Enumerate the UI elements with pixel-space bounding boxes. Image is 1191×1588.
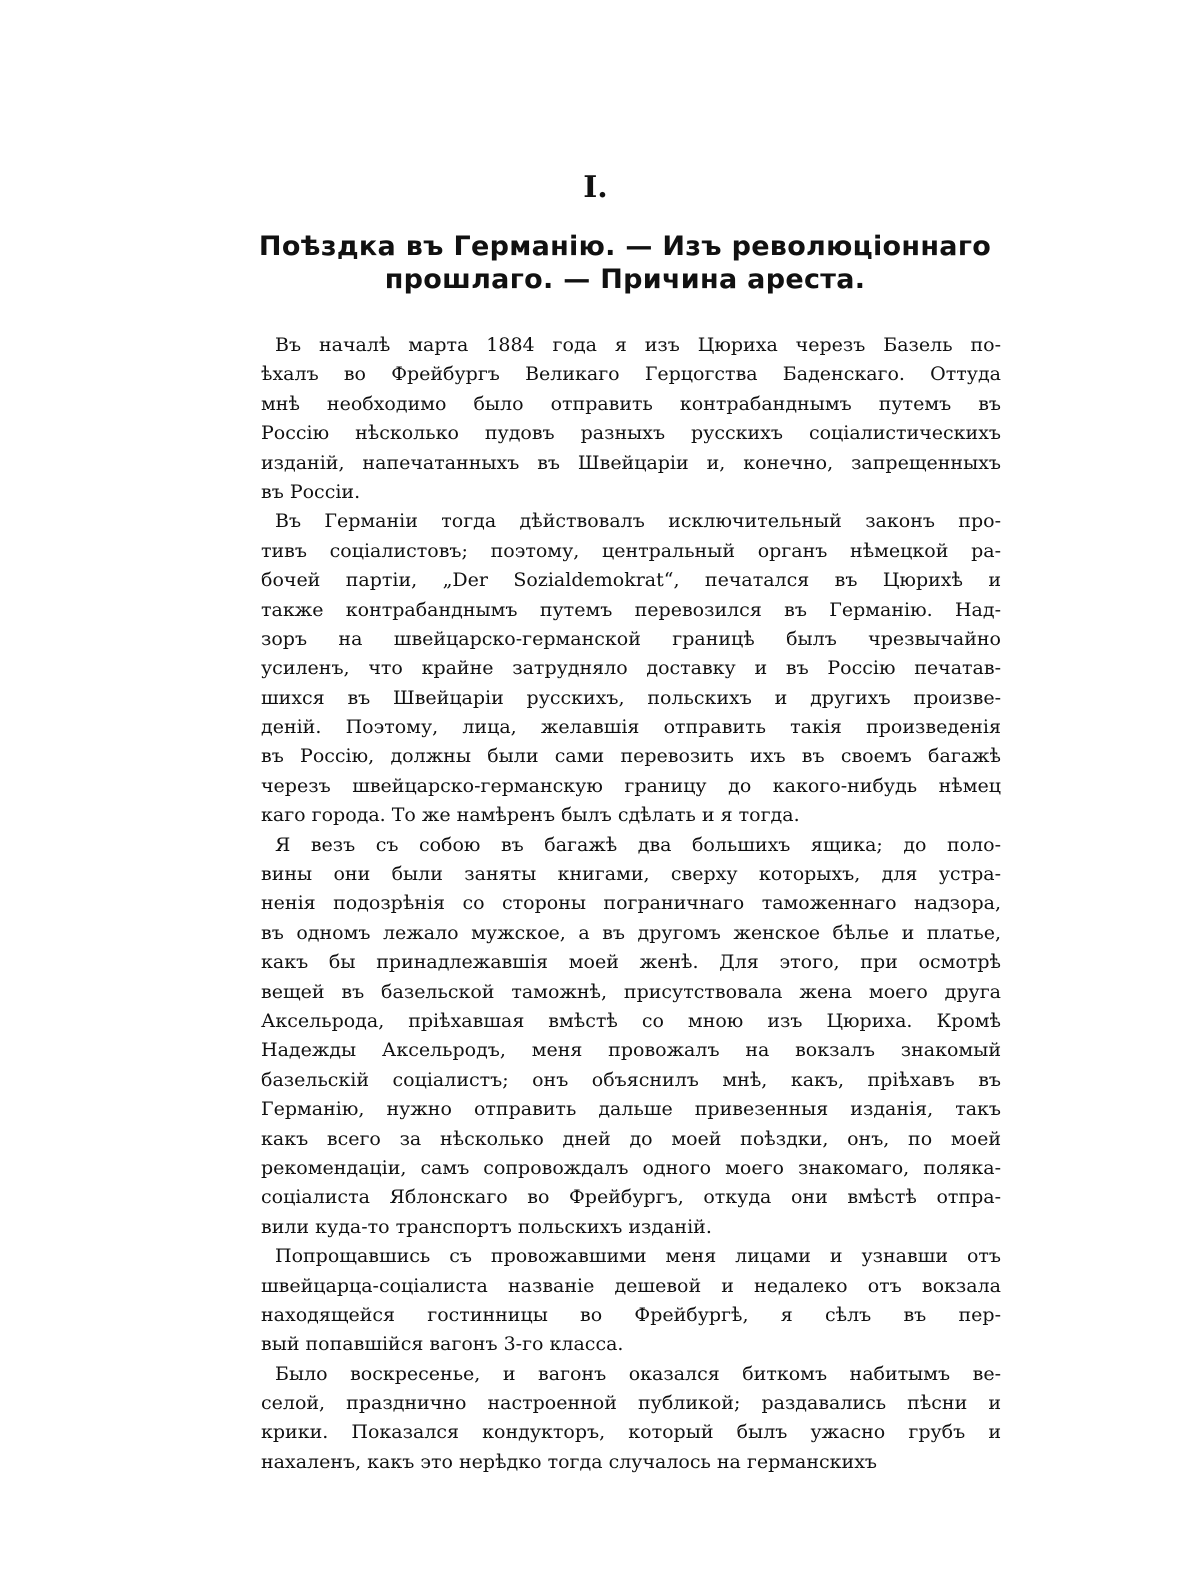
text-line: вины они были заняты книгами, сверху которыхъ, для устра- [261, 863, 1001, 886]
text-line: мнѣ необходимо было отправить контрабанднымъ путемъ въ [261, 392, 1001, 415]
text-line: какъ всего за нѣсколько дней до моей поѣздки, онъ, по моей [261, 1127, 1001, 1150]
chapter-title-line: Поѣздка въ Германію. — Изъ революціоннаго [258, 231, 992, 262]
text-line: черезъ швейцарско-германскую границу до какого-нибудь нѣмец [261, 774, 1001, 797]
text-line: тивъ соціалистовъ; поэтому, центральный органъ нѣмецкой ра- [261, 539, 1001, 562]
text-line: вили куда-то транспортъ польскихъ изданій. [261, 1215, 712, 1238]
text-line: вый попавшійся вагонъ 3-го класса. [261, 1333, 624, 1356]
chapter-title-line: прошлаго. — Причина ареста. [384, 264, 866, 295]
body-text [261, 331, 1001, 1477]
text-line: въ одномъ лежало мужское, а въ другомъ женское бѣлье и платье, [261, 921, 1001, 944]
text-line: каго города. То же намѣренъ былъ сдѣлать и я тогда. [261, 804, 800, 827]
paragraph [261, 331, 1001, 507]
text-line: Въ Германіи тогда дѣйствовалъ исключительный законъ про- [275, 510, 1001, 533]
text-line: шихся въ Швейцаріи русскихъ, польскихъ и другихъ произве- [261, 686, 1001, 709]
text-line: Германію, нужно отправить дальше привезенныя изданія, такъ [261, 1098, 1001, 1121]
text-line: бочей партіи, „Der Sozialdemokrat“, печатался въ Цюрихѣ и [261, 569, 1001, 592]
text-line: рекомендаціи, самъ сопровождалъ одного моего знакомаго, поляка- [261, 1156, 1001, 1179]
text-line: Надежды Аксельродъ, меня провожалъ на вокзалъ знакомый [261, 1039, 1001, 1062]
text-line: въ Россіи. [261, 480, 361, 503]
text-line: въ Россію, должны были сами перевозить ихъ въ своемъ багажѣ [261, 745, 1001, 768]
text-line: базельскій соціалистъ; онъ объяснилъ мнѣ, какъ, пріѣхавъ въ [261, 1068, 1001, 1091]
text-line: вещей въ базельской таможнѣ, присутствовала жена моего друга [261, 980, 1001, 1003]
text-line: ненія подозрѣнія со стороны пограничнаго таможеннаго надзора, [261, 892, 1001, 915]
text-line: селой, празднично настроенной публикой; раздавались пѣсни и [261, 1392, 1001, 1415]
text-line: находящейся гостинницы во Фрейбургѣ, я сѣлъ въ пер- [261, 1303, 1001, 1326]
text-line: Россію нѣсколько пудовъ разныхъ русскихъ соціалистическихъ [261, 422, 1001, 445]
text-line: нахаленъ, какъ это нерѣдко тогда случалось на германскихъ [261, 1450, 878, 1473]
text-line: Аксельрода, пріѣхавшая вмѣстѣ со мною изъ Цюриха. Кромѣ [261, 1009, 1001, 1032]
text-line: соціалиста Яблонскаго во Фрейбургъ, откуда они вмѣстѣ отпра- [261, 1186, 1001, 1209]
text-line: деній. Поэтому, лица, желавшія отправить такія произведенія [261, 716, 1001, 739]
paragraph [261, 507, 1001, 830]
text-line: усиленъ, что крайне затрудняло доставку и въ Россію печатав- [261, 657, 1001, 680]
text-line: Было воскресенье, и вагонъ оказался биткомъ набитымъ ве- [275, 1362, 1001, 1385]
text-line: Въ началѣ марта 1884 года я изъ Цюриха черезъ Базель по- [275, 334, 1001, 356]
text-line: швейцарца-соціалиста названіе дешевой и недалеко отъ вокзала [261, 1274, 1001, 1297]
text-line: какъ бы принадлежавшія моей женѣ. Для этого, при осмотрѣ [261, 951, 1001, 974]
text-line: Я везъ съ собою въ багажѣ два большихъ ящика; до поло- [275, 833, 1001, 856]
text-line: изданій, напечатанныхъ въ Швейцаріи и, конечно, запрещенныхъ [261, 451, 1001, 474]
text-line: зоръ на швейцарско-германской границѣ былъ чрезвычайно [261, 627, 1001, 650]
text-line: ѣхалъ во Фрейбургъ Великаго Герцогства Баденскаго. Оттуда [261, 363, 1001, 386]
paragraph [261, 1360, 1001, 1478]
text-line: также контрабанднымъ путемъ перевозился въ Германію. Над- [261, 598, 1001, 621]
chapter-number: I. [583, 170, 608, 205]
text-line: Попрощавшись съ провожавшими меня лицами и узнавши отъ [275, 1245, 1001, 1268]
text-line: крики. Показался кондукторъ, который былъ ужасно грубъ и [261, 1421, 1001, 1444]
paragraph [261, 1242, 1001, 1360]
paragraph [261, 831, 1001, 1242]
chapter-title [230, 230, 1020, 296]
